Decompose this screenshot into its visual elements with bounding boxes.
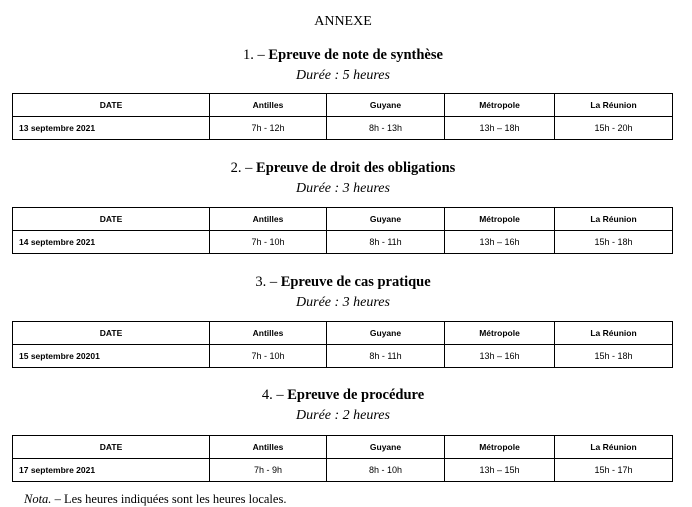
cell-metropole: 13h – 16h xyxy=(445,345,555,368)
column-header-reunion: La Réunion xyxy=(555,208,673,231)
cell-antilles: 7h - 12h xyxy=(210,117,327,140)
section-3-header xyxy=(0,271,686,315)
section-title: Epreuve de note de synthèse xyxy=(268,47,443,63)
cell-reunion: 15h - 18h xyxy=(555,231,673,254)
cell-metropole: 13h – 16h xyxy=(445,231,555,254)
column-header-date: DATE xyxy=(13,94,210,117)
cell-guyane: 8h - 10h xyxy=(327,459,445,482)
cell-date: 14 septembre 2021 xyxy=(13,231,210,254)
section-1-header xyxy=(0,44,686,88)
column-header-metropole: Métropole xyxy=(445,208,555,231)
column-header-guyane: Guyane xyxy=(327,94,445,117)
table-row xyxy=(13,459,673,482)
column-header-date: DATE xyxy=(13,322,210,345)
section-duration: Durée : 2 heures xyxy=(296,408,390,423)
cell-guyane: 8h - 13h xyxy=(327,117,445,140)
cell-antilles: 7h - 10h xyxy=(210,231,327,254)
section-heading xyxy=(0,44,686,66)
table-header-row xyxy=(13,208,673,231)
cell-reunion: 15h - 18h xyxy=(555,345,673,368)
column-header-date: DATE xyxy=(13,436,210,459)
nota-footnote xyxy=(24,492,286,507)
section-title: Epreuve de droit des obligations xyxy=(256,160,456,176)
section-heading xyxy=(0,384,686,406)
cell-guyane: 8h - 11h xyxy=(327,231,445,254)
section-number: 2. – xyxy=(230,160,253,176)
schedule-table-4 xyxy=(12,435,673,482)
section-title: Epreuve de procédure xyxy=(287,387,425,403)
column-header-date: DATE xyxy=(13,208,210,231)
column-header-guyane: Guyane xyxy=(327,436,445,459)
column-header-antilles: Antilles xyxy=(210,208,327,231)
column-header-antilles: Antilles xyxy=(210,94,327,117)
schedule-table-2 xyxy=(12,207,673,254)
table-row xyxy=(13,345,673,368)
section-heading xyxy=(0,271,686,293)
cell-antilles: 7h - 10h xyxy=(210,345,327,368)
table-row xyxy=(13,117,673,140)
cell-guyane: 8h - 11h xyxy=(327,345,445,368)
nota-label: Nota. xyxy=(24,492,52,506)
cell-date: 17 septembre 2021 xyxy=(13,459,210,482)
column-header-guyane: Guyane xyxy=(327,322,445,345)
column-header-metropole: Métropole xyxy=(445,322,555,345)
column-header-antilles: Antilles xyxy=(210,436,327,459)
column-header-metropole: Métropole xyxy=(445,436,555,459)
schedule-table-1 xyxy=(12,93,673,140)
table-row xyxy=(13,231,673,254)
cell-date: 13 septembre 2021 xyxy=(13,117,210,140)
schedule-table-3 xyxy=(12,321,673,368)
section-duration: Durée : 3 heures xyxy=(296,181,390,196)
cell-metropole: 13h – 18h xyxy=(445,117,555,140)
table-header-row xyxy=(13,436,673,459)
table-header-row xyxy=(13,94,673,117)
section-number: 1. – xyxy=(243,47,265,63)
column-header-metropole: Métropole xyxy=(445,94,555,117)
section-number: 4. – xyxy=(261,387,284,403)
cell-reunion: 15h - 20h xyxy=(555,117,673,140)
nota-text: – Les heures indiquées sont les heures locales. xyxy=(51,492,287,506)
section-duration: Durée : 3 heures xyxy=(296,295,390,310)
column-header-reunion: La Réunion xyxy=(555,322,673,345)
column-header-antilles: Antilles xyxy=(210,322,327,345)
page-title: ANNEXE xyxy=(314,14,372,29)
cell-metropole: 13h – 15h xyxy=(445,459,555,482)
column-header-reunion: La Réunion xyxy=(555,436,673,459)
column-header-reunion: La Réunion xyxy=(555,94,673,117)
column-header-guyane: Guyane xyxy=(327,208,445,231)
section-2-header xyxy=(0,157,686,201)
cell-reunion: 15h - 17h xyxy=(555,459,673,482)
section-duration: Durée : 5 heures xyxy=(296,68,390,83)
section-4-header xyxy=(0,384,686,428)
section-heading xyxy=(0,157,686,179)
section-number: 3. – xyxy=(255,274,278,290)
table-header-row xyxy=(13,322,673,345)
section-title: Epreuve de cas pratique xyxy=(280,274,431,290)
cell-date: 15 septembre 20201 xyxy=(13,345,210,368)
cell-antilles: 7h - 9h xyxy=(210,459,327,482)
